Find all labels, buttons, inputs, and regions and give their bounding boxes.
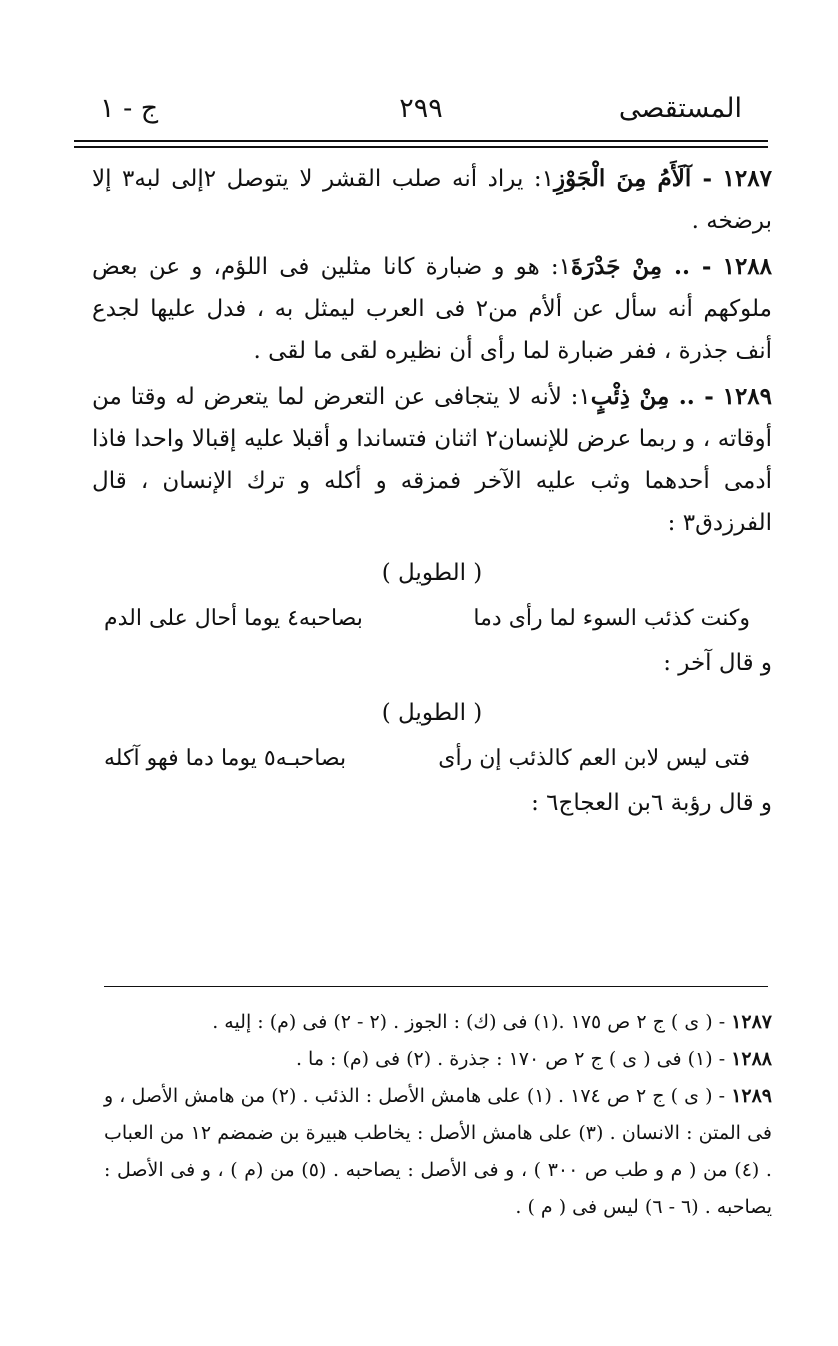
footnotes <box>104 1004 772 1226</box>
attribution-line-2: و قال رؤبة ٦بن العجاج٦ : <box>531 790 772 816</box>
footnote-number: ١٢٨٨ <box>731 1048 772 1070</box>
entry-number: ١٢٨٧ <box>722 165 772 192</box>
verse-1-second-hemistich: بصاحبه٤ يوما أحال على الدم <box>104 606 363 631</box>
entry-text: ١: لأنه لا يتجافى عن التعرض لما يتعرض له وقتا من أوقاته ، و ربما عرض للإنسان٢ اثنان فتساندا و أقبلا عليه إقبالا واحدا فاذا أدمى أحدهما وثب عليه الآخر فمزقه و أكله و ترك الإنسان ، قال الفرزدق٣ : <box>92 384 772 536</box>
attribution-line-1: و قال آخر : <box>663 650 772 676</box>
entry-1288 <box>92 246 772 372</box>
header-rule-top <box>74 140 768 142</box>
verse-1 <box>92 598 772 640</box>
entry-headword: - .. مِنْ جَدْرَةَ <box>570 253 712 280</box>
running-header <box>100 88 742 128</box>
running-title: المستقصى <box>618 92 742 124</box>
footnote-1287 <box>104 1004 772 1041</box>
verse-2 <box>92 738 772 780</box>
poem-meter-2: ( الطويل ) <box>381 700 483 726</box>
entry-number: ١٢٨٩ <box>722 383 773 410</box>
verse-1-first-hemistich: وكنت كذئب السوء لما رأى دما <box>473 606 750 631</box>
entry-text: ١: يراد أنه صلب القشر لا يتوصل ٢إلى لبه٣ إلا برضخه . <box>92 166 772 234</box>
footnote-number: ١٢٨٧ <box>731 1011 772 1033</box>
entry-1289 <box>92 376 772 544</box>
entry-headword: - .. مِنْ ذِئْبٍ <box>590 383 714 410</box>
volume-label: ج - ١ <box>100 92 159 124</box>
footnote-text: - ( ى ) ج ٢ ص ١٧٤ . (١) على هامش الأصل : الذئب . (٢) من هامش الأصل ، و فى المتن : الانسان . (٣) على هامش الأصل : يخاطب هبيرة بن ضمضم ١٢ من العباب . (٤) من ( م و طب ص ٣٠٠ ) ، و فى الأصل : يصاحبه . (٥) من (م ) ، و فى الأصل : يصاحبه . (٦ - ٦) ليس فى ( م ) . <box>104 1085 772 1218</box>
footnote-text: - ( ى ) ج ٢ ص ١٧٥ .(١) فى (ك) : الجوز . (٢ - ٢) فى (م) : إليه . <box>212 1011 726 1033</box>
footnote-1288 <box>104 1041 772 1078</box>
main-text <box>92 158 772 824</box>
header-rule-bottom <box>74 146 768 148</box>
footnote-1289 <box>104 1078 772 1226</box>
footnote-text: - (١) فى ( ى ) ج ٢ ص ١٧٠ : جذرة . (٢) فى (م) : ما . <box>295 1048 726 1070</box>
footnote-separator <box>104 986 768 987</box>
entry-headword: - آلَأَمُ مِنَ الْجَوْزِ <box>554 165 713 192</box>
footnote-number: ١٢٨٩ <box>731 1085 773 1107</box>
entry-1287 <box>92 158 772 242</box>
verse-2-second-hemistich: بصاحبـه٥ يوما دما فهو آكله <box>104 746 347 771</box>
poem-meter-1: ( الطويل ) <box>381 560 483 586</box>
entry-number: ١٢٨٨ <box>722 253 773 280</box>
page-number: ٢٩٩ <box>399 92 443 124</box>
verse-2-first-hemistich: فتى ليس لابن العم كالذئب إن رأى <box>438 746 750 771</box>
entry-text: ١: هو و ضبارة كانا مثلين فى اللؤم، و عن بعض ملوكهم أنه سأل عن ألأم من٢ فى العرب ليمثل به ، فدل عليها لجدع أنف جذرة ، ففر ضبارة لما رأى أن نظيره لقى ما لقى . <box>92 254 772 364</box>
